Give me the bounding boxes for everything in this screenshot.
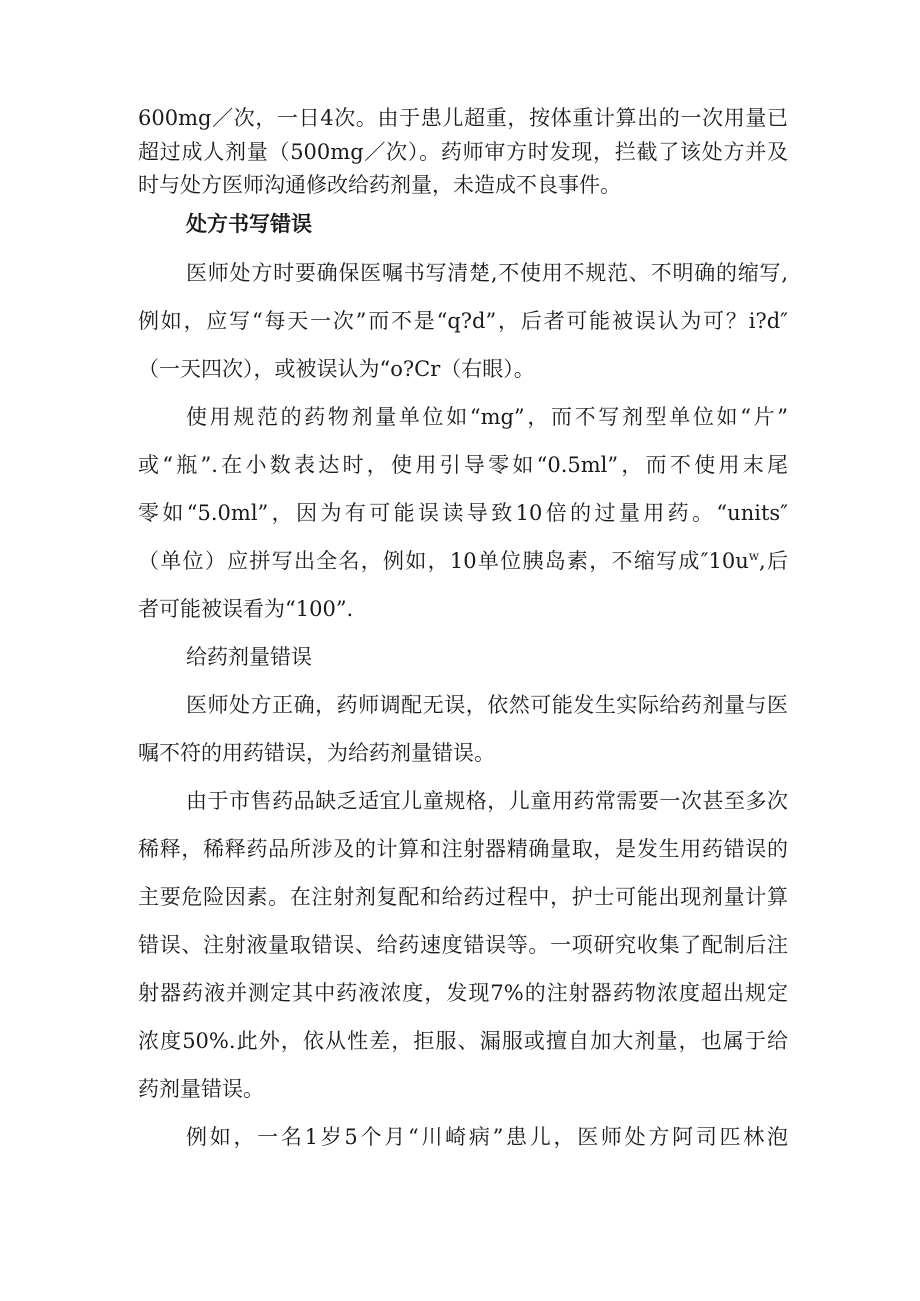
- para6-line1: 例如，一名1岁5个月“川崎病”患儿，医师处方阿司匹林泡: [186, 1125, 788, 1149]
- para5-line7: 药剂量错误。: [138, 1077, 264, 1101]
- para1-line1: 600mg／次，一日4次。由于患儿超重，按体重计算出的一次用量已: [138, 106, 788, 130]
- para3-line4-superscript: w: [748, 549, 760, 563]
- para3-line5: 者可能被误看为“100”.: [138, 597, 354, 621]
- para2-line1: 医师处方时要确保医嘱书写清楚,不使用不规范、不明确的缩写,: [186, 261, 788, 285]
- para5-line3: 主要危险因素。在注射剂复配和给药过程中，护士可能出现剂量计算: [138, 885, 788, 909]
- para5-line1: 由于市售药品缺乏适宜儿童规格，儿童用药常需要一次甚至多次: [186, 789, 788, 813]
- para3-line2: 或“瓶”.在小数表达时，使用引导零如“0.5ml”，而不使用末尾: [138, 453, 788, 477]
- para3-line4: [138, 546, 788, 576]
- para3-line4-tail: ,后: [759, 549, 788, 573]
- para3-line3: 零如“5.0ml”，因为有可能误读导致10倍的过量用药。“units″: [138, 501, 788, 525]
- section-heading-dosage-error: 给药剂量错误: [186, 645, 312, 669]
- para2-line3: （一天四次），或被误认为“o?Cr（右眼）。: [138, 357, 535, 381]
- para1-line2: 超过成人剂量（500mg／次）。药师审方时发现，拦截了该处方并及: [138, 140, 788, 164]
- para4-line2: 嘱不符的用药错误，为给药剂量错误。: [138, 741, 495, 765]
- para3-line1: 使用规范的药物剂量单位如“mg”，而不写剂型单位如“片”: [186, 405, 788, 429]
- para4-line1: 医师处方正确，药师调配无误，依然可能发生实际给药剂量与医: [186, 693, 788, 717]
- para5-line6: 浓度50%.此外，依从性差，拒服、漏服或擅自加大剂量，也属于给: [138, 1029, 788, 1053]
- para2-line2: 例如，应写“每天一次”而不是“q?d”，后者可能被误认为可？i?d″: [138, 309, 788, 333]
- para5-line5: 射器药液并测定其中药液浓度，发现7%的注射器药物浓度超出规定: [138, 981, 788, 1005]
- para3-line4-text: （单位）应拼写出全名，例如，10单位胰岛素，不缩写成″10u: [138, 549, 749, 573]
- para1-line3: 时与处方医师沟通修改给药剂量，未造成不良事件。: [138, 173, 621, 197]
- para5-line2: 稀释，稀释药品所涉及的计算和注射器精确量取，是发生用药错误的: [138, 837, 788, 861]
- para5-line4: 错误、注射液量取错误、给药速度错误等。一项研究收集了配制后注: [138, 933, 788, 957]
- section-heading-prescription-writing-error: 处方书写错误: [186, 211, 312, 236]
